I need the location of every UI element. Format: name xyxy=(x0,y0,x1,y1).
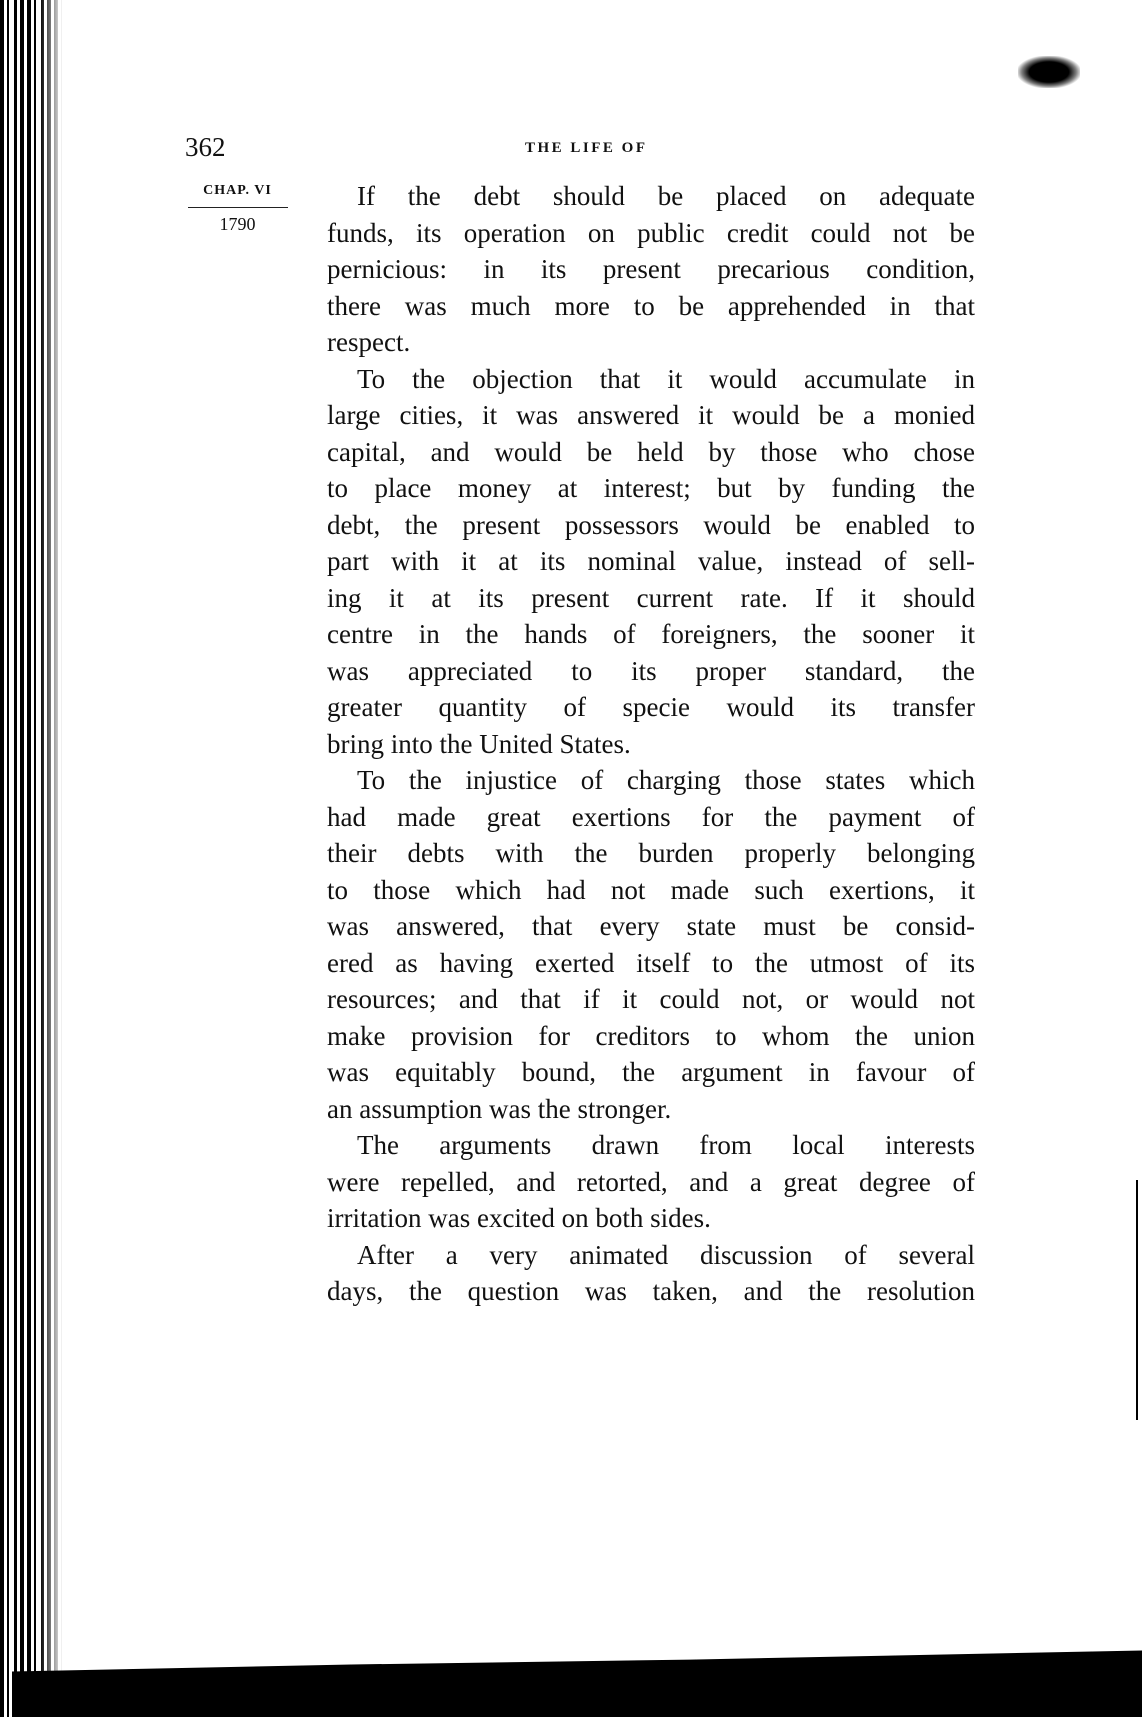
scan-artifact-mark xyxy=(1018,56,1080,88)
year-label: 1790 xyxy=(219,214,256,234)
text-line: To the injustice of charging those states which xyxy=(357,765,975,795)
text-line: make provision for creditors to whom the union xyxy=(327,1020,975,1051)
text-line: respect. xyxy=(327,327,411,357)
text-line: The arguments drawn from local interests xyxy=(357,1130,975,1160)
text-line: was answered, that every state must be consid- xyxy=(327,911,975,941)
body-text xyxy=(327,178,975,1310)
text-line: their debts with the burden properly belonging xyxy=(327,838,975,868)
text-line: irritation was excited on both sides. xyxy=(327,1203,711,1233)
text-line: greater quantity of specie would its transfer xyxy=(327,692,975,722)
running-head: THE LIFE OF xyxy=(525,140,648,156)
page-number: 362 xyxy=(185,132,226,162)
text-line: to those which had not made such exertions, it xyxy=(327,874,975,905)
text-line: After a very animated discussion of several xyxy=(357,1239,975,1270)
text-line: was appreciated to its proper standard, the xyxy=(327,655,975,686)
paragraph xyxy=(327,178,975,361)
page-bottom-edge xyxy=(12,1647,1142,1717)
text-line: large cities, it was answered it would be a monied xyxy=(327,400,975,430)
text-line: had made great exertions for the payment of xyxy=(327,801,975,832)
paragraph xyxy=(327,1127,975,1237)
text-line: If the debt should be placed on adequate xyxy=(357,181,975,211)
text-line: pernicious: in its present precarious condition, xyxy=(327,254,975,284)
text-line: ered as having exerted itself to the utmost of its xyxy=(327,947,975,978)
paragraph xyxy=(327,762,975,1127)
page-header xyxy=(185,132,975,168)
text-line: ing it at its present current rate. If it should xyxy=(327,582,975,613)
text-line: resources; and that if it could not, or would not xyxy=(327,984,975,1014)
text-line: to place money at interest; but by funding the xyxy=(327,473,975,503)
text-line: an assumption was the stronger. xyxy=(327,1093,672,1124)
binding-shadow xyxy=(40,0,64,1717)
paragraph xyxy=(327,361,975,763)
page-right-edge xyxy=(1136,1180,1138,1420)
text-line: was equitably bound, the argument in favour of xyxy=(327,1057,975,1087)
text-line: part with it at its nominal value, instead of sell- xyxy=(327,546,975,576)
text-line: centre in the hands of foreigners, the sooner it xyxy=(327,619,975,649)
text-line: funds, its operation on public credit could not be xyxy=(327,217,975,248)
chapter-label: CHAP. VI xyxy=(203,183,272,198)
text-line: To the objection that it would accumulate in xyxy=(357,363,975,394)
text-line: were repelled, and retorted, and a great degree of xyxy=(327,1166,975,1197)
text-line: debt, the present possessors would be enabled to xyxy=(327,509,975,540)
margin-rule xyxy=(188,207,288,208)
text-line: days, the question was taken, and the resolution xyxy=(327,1276,975,1306)
text-line: there was much more to be apprehended in that xyxy=(327,290,975,321)
text-line: capital, and would be held by those who chose xyxy=(327,436,975,467)
margin-note xyxy=(185,183,290,235)
paragraph xyxy=(327,1237,975,1310)
text-line: bring into the United States. xyxy=(327,728,631,759)
